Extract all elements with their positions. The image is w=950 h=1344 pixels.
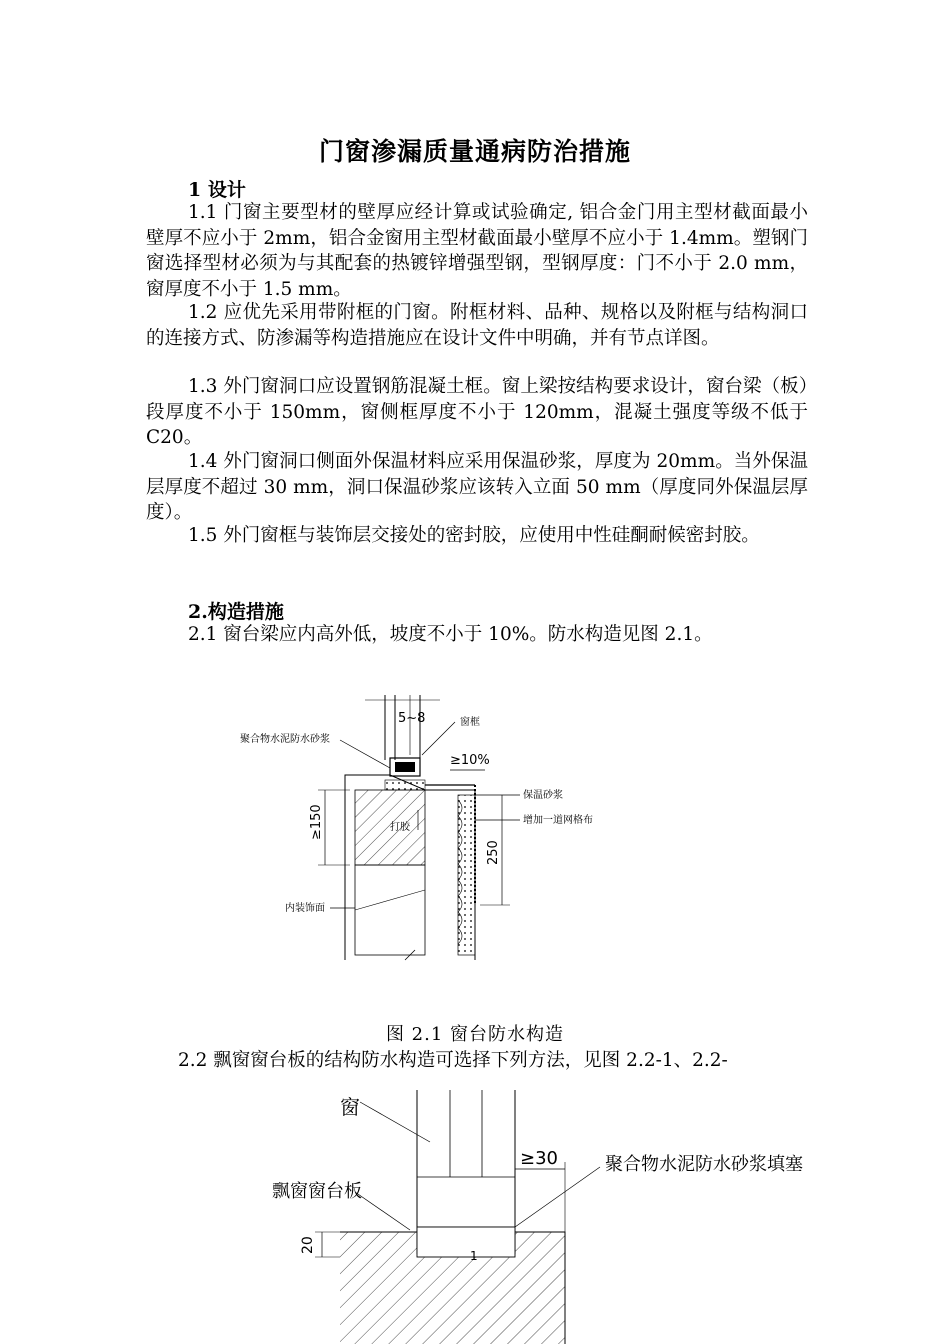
label-window: 窗 xyxy=(340,1095,360,1119)
page-number: 1 xyxy=(470,1249,478,1263)
paragraph-2-1: 2.1 窗台梁应内高外低，坡度不小于 10%。防水构造见图 2.1。 xyxy=(188,624,713,645)
label-window-frame: 窗框 xyxy=(460,717,480,728)
label-interior-finish: 内装饰面 xyxy=(285,903,325,914)
bay-window-sill-diagram xyxy=(260,1082,820,1344)
window-sill-waterproof-diagram xyxy=(240,690,730,970)
dim-150: ≥150 xyxy=(309,804,324,840)
paragraph-2-2: 2.2 飘窗窗台板的结构防水构造可选择下列方法，见图 2.2-1、2.2- xyxy=(178,1050,728,1071)
paragraph-1-2: 1.2 应优先采用带附框的门窗。附框材料、品种、规格以及附框与结构洞口的连接方式、防渗漏等构造措施应在设计文件中明确，并有节点详图。 xyxy=(146,302,808,349)
section-2-heading: 2.构造措施 xyxy=(188,601,284,623)
dim-30: ≥30 xyxy=(520,1148,558,1169)
page-title: 门窗渗漏质量通病防治措施 xyxy=(318,137,631,166)
paragraph-1-4: 1.4 外门窗洞口侧面外保温材料应采用保温砂浆，厚度为 20mm。当外保温层厚度不超过 30 mm，洞口保温砂浆应该转入立面 50 mm（厚度同外保温层厚度）。 xyxy=(146,451,808,523)
label-sealant: 打胶 xyxy=(390,822,410,833)
label-mesh: 增加一道网格布 xyxy=(523,815,593,826)
sill-wall xyxy=(345,775,475,960)
dim-250: 250 xyxy=(486,840,501,865)
paragraph-1-3: 1.3 外门窗洞口应设置钢筋混凝土框。窗上梁按结构要求设计，窗台梁（板）段厚度不小于 150mm，窗侧框厚度不小于 120mm，混凝土强度等级不低于 C20。 xyxy=(146,376,808,448)
paragraph-1-5: 1.5 外门窗框与装饰层交接处的密封胶，应使用中性硅酮耐候密封胶。 xyxy=(188,525,760,546)
label-bay-window-sill: 飘窗窗台板 xyxy=(272,1181,362,1202)
window-frame xyxy=(365,695,440,776)
label-insulation-mortar: 保温砂浆 xyxy=(523,790,563,801)
figure-2-1-caption: 图 2.1 窗台防水构造 xyxy=(385,1024,565,1045)
label-mortar-fill: 聚合物水泥防水砂浆填塞 xyxy=(605,1154,803,1175)
section-1-heading: 1 设计 xyxy=(188,179,246,201)
label-slope: ≥10% xyxy=(450,753,490,768)
label-polymer-mortar: 聚合物水泥防水砂浆 xyxy=(240,734,330,745)
label-gap: 5~8 xyxy=(398,711,426,726)
dim-20: 20 xyxy=(300,1236,316,1254)
paragraph-1-1: 1.1 门窗主要型材的壁厚应经计算或试验确定, 铝合金门用主型材截面最小壁厚不应小于 2mm，铝合金窗用主型材截面最小壁厚不应小于 1.4mm。塑钢门窗选择型材必须为与其配套的热镀锌增强型钢，型钢厚度：门不小于 2.0 mm，窗厚度不小于 1.5 mm。 xyxy=(146,202,808,300)
